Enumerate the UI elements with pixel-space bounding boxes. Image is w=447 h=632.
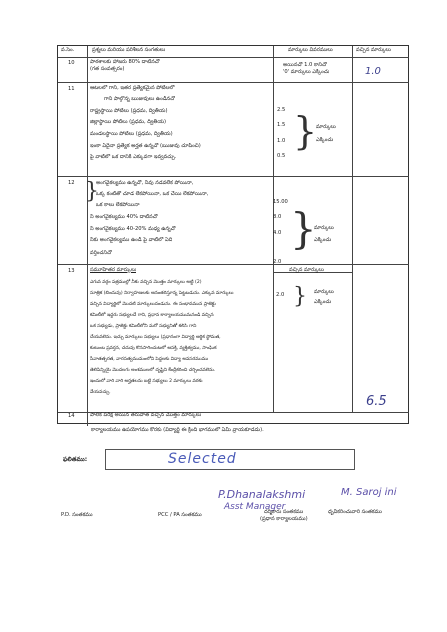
row-number: 11 — [68, 86, 75, 92]
signature-label: ధృవీకరించువారి సంతకము — [328, 509, 382, 515]
given-header: వచ్చిన మార్కులు — [289, 267, 324, 273]
row-text: నీ అంగవైకల్యము 40-20% మధ్య ఉన్నచో — [90, 226, 176, 232]
brace-label: మార్కులు — [314, 289, 334, 295]
row-text: గాని పాల్గొన్న ఋజువులు ఉండినచో — [104, 96, 176, 102]
row-text: వర్తించనిచో — [90, 250, 112, 256]
result-label: ఫలితము: — [63, 456, 88, 463]
header-questions: ప్రశ్నలు మరియు పరిశీలన సంగతులు — [92, 47, 166, 53]
signature-label: PCC / PA సంతకము — [158, 512, 202, 518]
row-text: జిల్లాస్థాయి పోటీలు (ప్రధమ, ద్వితీయ) — [90, 119, 167, 125]
row-divider — [58, 57, 409, 58]
row-divider — [58, 264, 409, 265]
marks-value: 2.0 — [276, 292, 285, 298]
col-divider — [273, 46, 274, 412]
signature-handwritten: M. Saroj ini — [341, 487, 397, 498]
marks-value: 1.0 — [277, 138, 286, 144]
row-number: 13 — [68, 268, 75, 274]
row-text: అంగవైకల్యము ఉన్నచో, నీవు నడవలేక పోయినా, — [96, 180, 194, 186]
signature-handwritten: Asst Manager — [224, 502, 286, 512]
row-text: పాలిక పరీక్ష అయిన తరువాత వచ్చిన మొత్తం మార్కులు — [90, 412, 202, 418]
curly-brace-icon: } — [293, 109, 318, 153]
given-marks: 1.0 — [365, 66, 381, 77]
brace-label: ఎక్కించు — [316, 137, 334, 143]
section-title: సమూహేతర మార్కులు — [90, 267, 137, 273]
marks-value: 2.0 — [273, 259, 282, 265]
marks-rule: అయినచో 1.0 కానిచో — [283, 62, 327, 68]
result-value: Selected — [168, 451, 237, 467]
row-text: ఇందులో వారి వారి అర్హతలను బట్టి సభ్యులు 2 మార్కులు వరకు — [90, 379, 203, 384]
row-text: మండలస్థాయి పోటీలు (ప్రధమ, ద్వితీయ) — [90, 131, 173, 137]
row-text: ఒక్క కంటితో చూడ లేకపోయినా, ఒక చేయి లేకపోయినా, — [96, 191, 209, 197]
signature-handwritten: P.Dhanalakshmi — [218, 488, 306, 501]
row-text: రాష్ట్రస్థాయి పోటీలు (ప్రధమ, ద్వితీయ) — [90, 108, 168, 114]
brace-label: మార్కులు — [314, 225, 334, 231]
row-text: కమిటీలో ఇద్దరు సభ్యులచే గాని, ప్రధాన కార్యాలయముమనండి వచ్చిన — [90, 313, 214, 318]
header-marks-detail: మార్కులు వివరములు — [288, 47, 333, 53]
row-text: (గత సంవత్సరం) — [90, 66, 125, 72]
brace-label: ఎక్కించు — [314, 237, 332, 243]
row-text: నీకు అంగవైకల్యము ఉండి పై వాటిలో ఏది — [90, 237, 173, 243]
row-text: తెలిపిన్నియై మొదలగు అంశములలో దృష్టిని కేంద్రీకరించి చర్చించవలెను. — [90, 368, 216, 373]
row-divider — [58, 176, 409, 177]
row-number: 14 — [68, 413, 75, 419]
row-text: పై వాటిలో ఒక దానికి ఎక్కువగా ఇవ్వవచ్చు. — [90, 154, 177, 160]
curly-brace-icon: } — [85, 179, 99, 204]
row-text: పాఠశాలకు హాజరు 80% దాటినచో — [90, 59, 160, 65]
curly-brace-icon: } — [293, 284, 307, 309]
curly-brace-icon: } — [290, 204, 317, 253]
marks-rule: '0' మార్కులు ఎక్కించు — [283, 69, 330, 75]
row-text: ఇంకా ఏదైనా ప్రత్యేక అర్హత ఉన్నచో (ఋజువు చూపించి) — [90, 143, 201, 149]
marks-value: 4.0 — [273, 230, 282, 236]
row-text: చేయవలెను. ఇచ్చు మార్కులు సభ్యులు (ప్రధానంగా విద్యార్థి ఆర్థిక స్థోమత, — [90, 335, 221, 340]
header-marks-given: వచ్చిన మార్కులు — [356, 47, 391, 53]
row-text: కుటుంబ ప్రవర్తన, చదువు కొనసాగించుటలో ఆసక్తి, వ్యక్తిత్వము, సాంఘిక — [90, 346, 217, 351]
col-divider — [87, 46, 88, 426]
signature-sublabel: (ప్రధాన కార్యాలయము) — [260, 516, 308, 522]
row-text: ఒక సభ్యుడు, ప్రాజెక్టు కమిటీలోని మరో సభ్యునితో కలిసి గాని — [90, 324, 197, 329]
marks-value: 0.5 — [277, 153, 286, 159]
brace-label: మార్కులు — [316, 124, 336, 130]
row-text: ఆటలలో గాని, ఇతర ప్రత్యేకమైన పోటీలలో — [90, 85, 175, 91]
row-text: వచ్చిన విద్యార్థిలో మొదటి మార్కులుదండును. ఈ సంభావమున ప్రాజెక్టు — [90, 302, 216, 307]
marks-value: 2.5 — [277, 107, 286, 113]
marks-value: 1.5 — [277, 122, 286, 128]
marks-value: 15.00 — [273, 199, 288, 205]
header-no: వ.సెం. — [61, 47, 75, 53]
row-text: ఎగువ వర్గం పత్రముల్లో నీకు వచ్చిన మొత్తం మార్కులు అట్టి (2) — [90, 280, 202, 285]
row-text: సేవాతత్పరత, వారసత్వముమంలోని పెద్దలకు విద్యా అవసరముము — [90, 357, 209, 362]
row-number: 12 — [68, 180, 75, 186]
row-text: సూత్రిక (బిందువు) నిర్వాహణలకు ఆనంతరిస్తూన్న పెట్టబడును. ఎక్కువ మార్కులు — [90, 291, 234, 296]
col-divider — [352, 46, 353, 412]
row-text: నీ అంగవైకల్యము 40% దాటినచో — [90, 214, 158, 220]
brace-label: ఎక్కించు — [314, 299, 332, 305]
row-divider — [58, 82, 409, 83]
row-text: వేయవచ్చు. — [90, 390, 111, 395]
signature-label: P.D. సంతకము — [61, 512, 93, 518]
marks-value: 8.0 — [273, 214, 282, 220]
office-note: కార్యాలయము ఉపయోగము కొరకు (విద్యార్థి ఈ క్రింది భాగములో ఏమీ వ్రాయకూడదు). — [91, 427, 264, 433]
row-number: 10 — [68, 60, 75, 66]
row-text: ఒక కాలు లేకపోయినా — [96, 202, 140, 208]
signature-label: దర్మికారు సంతకము — [264, 509, 304, 515]
total-marks: 6.5 — [366, 394, 387, 409]
